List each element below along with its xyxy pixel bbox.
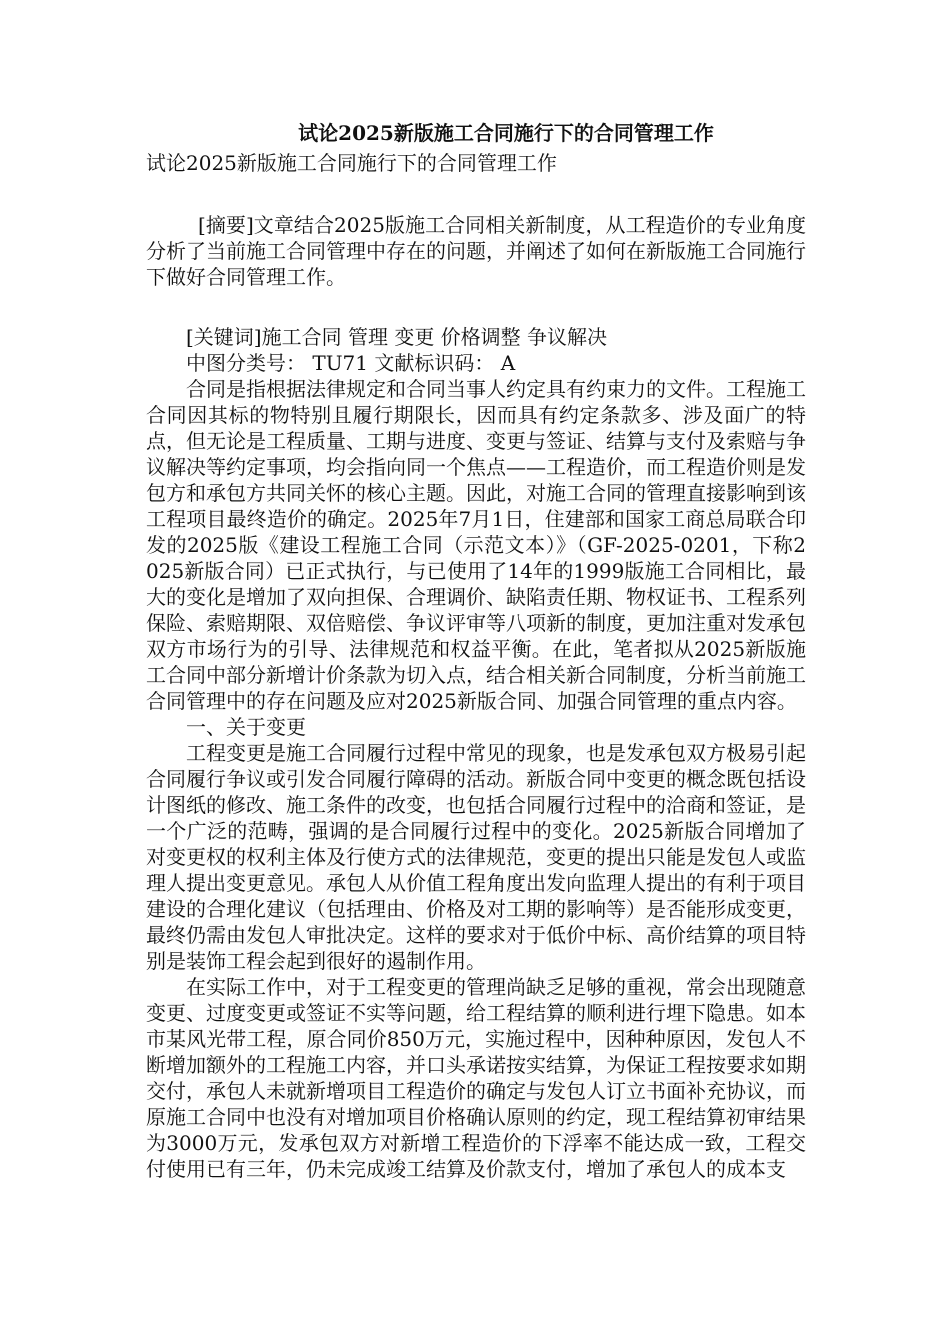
body-paragraph: 工程变更是施工合同履行过程中常见的现象，也是发承包双方极易引起合同履行争议或引发合同履行障碍的活动。新版合同中变更的概念既包括设计图纸的修改、施工条件的改变，也包括合同履行过程中的洽商和签证，是一个广泛的范畴，强调的是合同履行过程中的变化。2025新版合同增加了对变更权的权利主体及行使方式的法律规范，变更的提出只能是发包人或监理人提出变更意见。承包人从价值工程角度出发向监理人提出的有利于项目建设的合理化建议（包括理由、价格及对工期的影响等）是否能形成变更，最终仍需由发包人审批决定。这样的要求对于低价中标、高价结算的项目特别是装饰工程会起到很好的遏制作用。: [146, 741, 806, 973]
abstract-paragraph: [摘要]文章结合2025版施工合同相关新制度，从工程造价的专业角度分析了当前施工合同管理中存在的问题，并阐述了如何在新版施工合同施行下做好合同管理工作。: [146, 213, 806, 289]
document-page: [146, 118, 806, 1182]
document-title: 试论2025新版施工合同施行下的合同管理工作: [298, 121, 714, 145]
section-heading: 一、关于变更: [186, 715, 306, 739]
keywords-line: [关键词]施工合同 管理 变更 价格调整 争议解决: [186, 325, 608, 349]
classification-line: 中图分类号： TU71 文献标识码： A: [186, 351, 516, 375]
body-paragraph: 合同是指根据法律规定和合同当事人约定具有约束力的文件。工程施工合同因其标的物特别且履行期限长，因而具有约定条款多、涉及面广的特点，但无论是工程质量、工期与进度、变更与签证、结算与支付及索赔与争议解决等约定事项，均会指向同一个焦点——工程造价，而工程造价则是发包方和承包方共同关怀的核心主题。因此，对施工合同的管理直接影响到该工程项目最终造价的确定。2025年7月1日，住建部和国家工商总局联合印发的2025版《建设工程施工合同（示范文本）》（GF-2025-0201，下称2025新版合同）已正式执行，与已使用了14年的1999版施工合同相比，最大的变化是增加了双向担保、合理调价、缺陷责任期、物权证书、工程系列保险、索赔期限、双倍赔偿、争议评审等八项新的制度，更加注重对发承包双方市场行为的引导、法律规范和权益平衡。在此，笔者拟从2025新版施工合同中部分新增计价条款为切入点，结合相关新合同制度，分析当前施工合同管理中的存在问题及应对2025新版合同、加强合同管理的重点内容。: [146, 377, 806, 713]
spacer: [146, 290, 806, 324]
body-paragraph: 在实际工作中，对于工程变更的管理尚缺乏足够的重视，常会出现随意变更、过度变更或签证不实等问题，给工程结算的顺利进行埋下隐患。如本市某风光带工程，原合同价850万元，实施过程中，因种种原因，发包人不断增加额外的工程施工内容，并口头承诺按实结算，为保证工程按要求如期交付，承包人未就新增项目工程造价的确定与发包人订立书面补充协议，而原施工合同中也没有对增加项目价格确认原则的约定，现工程结算初审结果为3000万元，发承包双方对新增工程造价的下浮率不能达成一致，工程交付使用已有三年，仍未完成竣工结算及价款支付，增加了承包人的成本支: [146, 975, 806, 1181]
document-subtitle: 试论2025新版施工合同施行下的合同管理工作: [146, 151, 557, 175]
